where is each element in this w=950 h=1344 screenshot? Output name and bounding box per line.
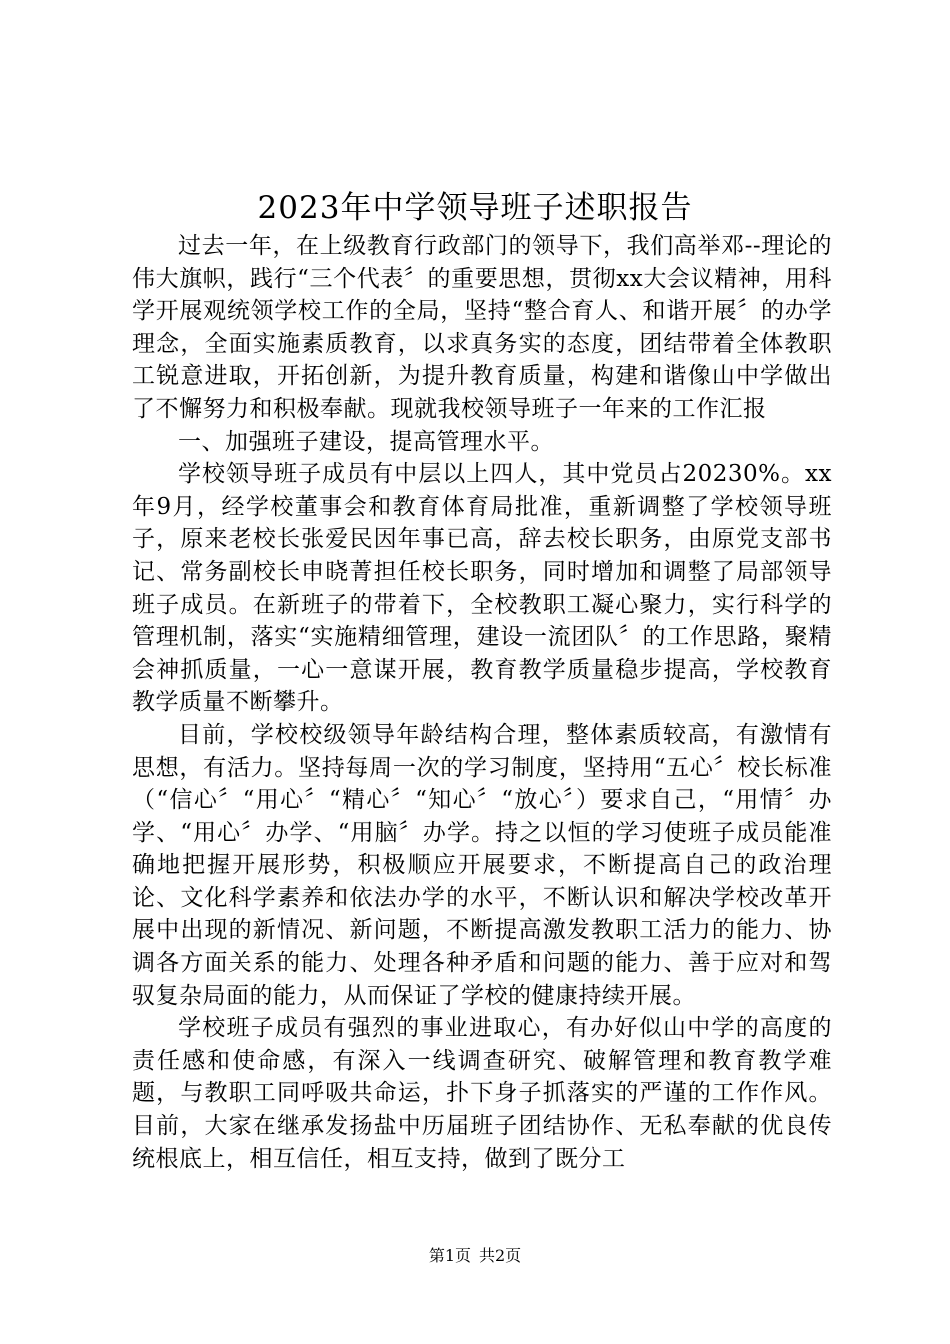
page-total: 共2页 xyxy=(479,1246,522,1265)
paragraph: 学校班子成员有强烈的事业进取心，有办好似山中学的高度的责任感和使命感，有深入一线调查研究、破解管理和教育教学难题，与教职工同呼吸共命运，扑下身子抓落实的严谨的工作作风。目前，大家在继承发扬盐中历届班子团结协作、无私奉献的优良传统根底上，相互信任，相互支持，做到了既分工 xyxy=(132,1015,832,1172)
paragraph: 目前，学校校级领导年龄结构合理，整体素质较高，有激情有思想，有活力。坚持每周一次的学习制度，坚持用“五心〞校长标准（“信心〞“用心〞“精心〞“知心〞“放心〞）要求自己，“用情〞办学、“用心〞办学、“用脑〞办学。持之以恒的学习使班子成员能准确地把握开展形势，积极顺应开展要求，不断提高自己的政治理论、文化科学素养和依法办学的水平，不断认识和解决学校改革开展中出现的新情况、新问题，不断提高激发教职工活力的能力、协调各方面关系的能力、处理各种矛盾和问题的能力、善于应对和驾驭复杂局面的能力，从而保证了学校的健康持续开展。 xyxy=(132,721,832,1009)
section-heading: 一、加强班子建设，提高管理水平。 xyxy=(178,428,554,455)
paragraph: 过去一年，在上级教育行政部门的领导下，我们高举邓--理论的伟大旗帜，践行“三个代表〞的重要思想，贯彻xx大会议精神，用科学开展观统领学校工作的全局，坚持“整合育人、和谐开展〞的办学理念，全面实施素质教育，以求真务实的态度，团结带着全体教职工锐意进取，开拓创新，为提升教育质量，构建和谐像山中学做出了不懈努力和积极奉献。现就我校领导班子一年来的工作汇报 xyxy=(132,233,832,422)
document-title: 2023年中学领导班子述职报告 xyxy=(257,190,693,226)
paragraph: 学校领导班子成员有中层以上四人，其中党员占20230%。xx年9月，经学校董事会和教育体育局批准，重新调整了学校领导班子，原来老校长张爱民因年事已高，辞去校长职务，由原党支部书记、常务副校长申晓菁担任校长职务，同时增加和调整了局部领导班子成员。在新班子的带着下，全校教职工凝心聚力，实行科学的管理机制，落实“实施精细管理，建设一流团队〞的工作思路，聚精会神抓质量，一心一意谋开展，教育教学质量稳步提高，学校教育教学质量不断攀升。 xyxy=(132,461,832,716)
page-footer xyxy=(0,1246,950,1266)
page-number: 第1页 xyxy=(428,1246,471,1265)
document-body xyxy=(132,230,832,1175)
